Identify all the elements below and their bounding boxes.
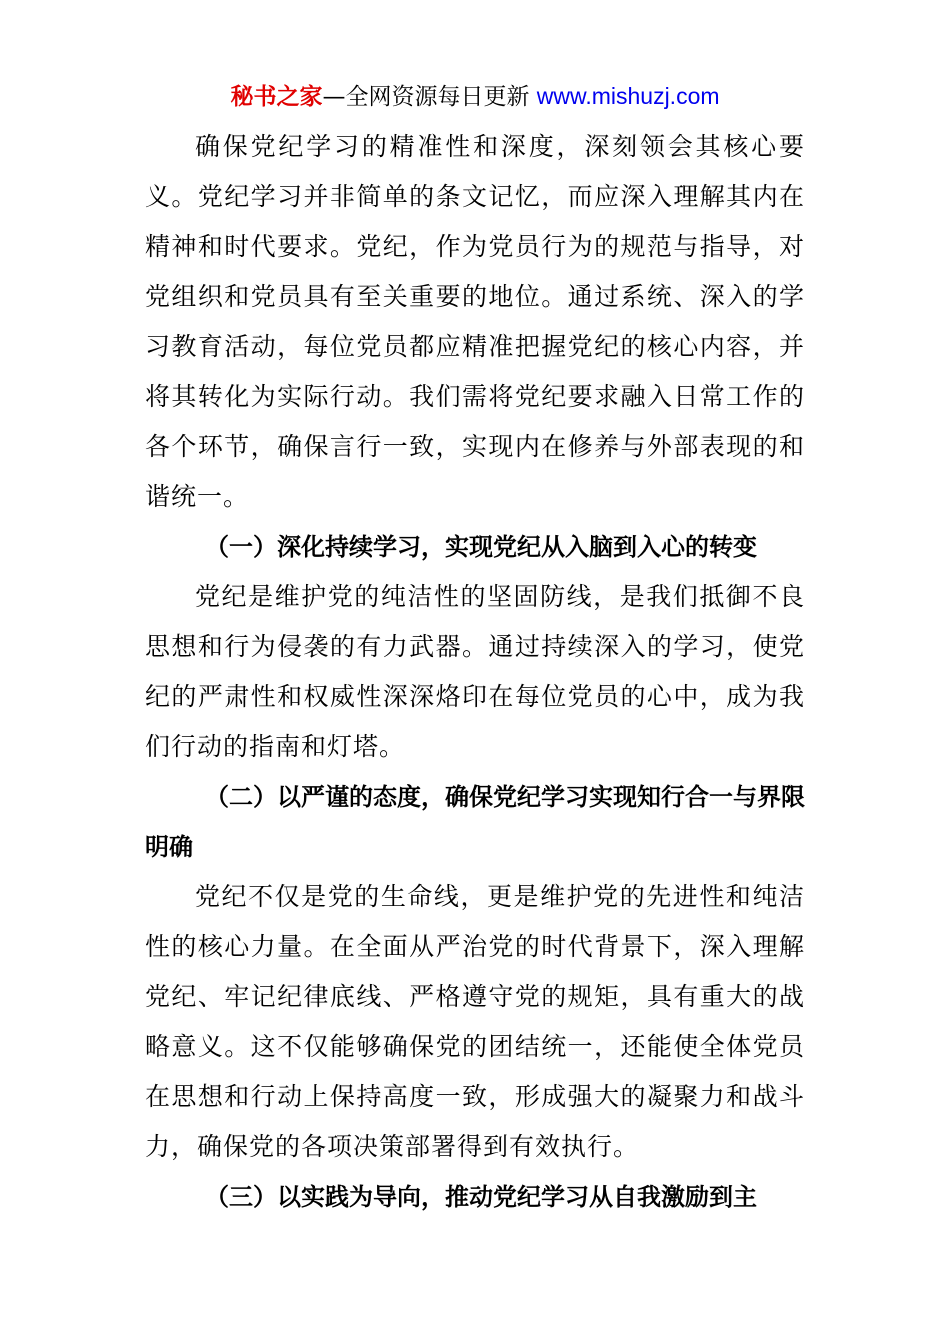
- section-2-heading: （二）以严谨的态度，确保党纪学习实现知行合一与界限明确: [145, 783, 805, 861]
- site-url-link[interactable]: www.mishuzj.com: [536, 83, 720, 109]
- site-brand: 秘书之家: [230, 84, 323, 110]
- section-1-heading: （一）深化持续学习，实现党纪从入脑到入心的转变: [205, 533, 757, 561]
- section-3-heading: （三）以实践为导向，推动党纪学习从自我激励到主: [205, 1183, 757, 1211]
- page-header: [0, 80, 950, 113]
- intro-paragraph: 确保党纪学习的精准性和深度，深刻领会其核心要义。党纪学习并非简单的条文记忆，而应深入理解其内在精神和时代要求。党纪，作为党员行为的规范与指导，对党组织和党员具有至关重要的地位。通过系统、深入的学习教育活动，每位党员都应精准把握党纪的核心内容，并将其转化为实际行动。我们需将党纪要求融入日常工作的各个环节，确保言行一致，实现内在修养与外部表现的和谐统一。: [145, 132, 805, 511]
- site-tagline: —全网资源每日更新: [322, 84, 537, 110]
- document-body: [145, 122, 805, 1222]
- section-1-paragraph: 党纪是维护党的纯洁性的坚固防线，是我们抵御不良思想和行为侵袭的有力武器。通过持续深入的学习，使党纪的严肃性和权威性深深烙印在每位党员的心中，成为我们行动的指南和灯塔。: [145, 582, 805, 761]
- section-2-paragraph: 党纪不仅是党的生命线，更是维护党的先进性和纯洁性的核心力量。在全面从严治党的时代背景下，深入理解党纪、牢记纪律底线、严格遵守党的规矩，具有重大的战略意义。这不仅能够确保党的团结统一，还能使全体党员在思想和行动上保持高度一致，形成强大的凝聚力和战斗力，确保党的各项决策部署得到有效执行。: [145, 882, 805, 1161]
